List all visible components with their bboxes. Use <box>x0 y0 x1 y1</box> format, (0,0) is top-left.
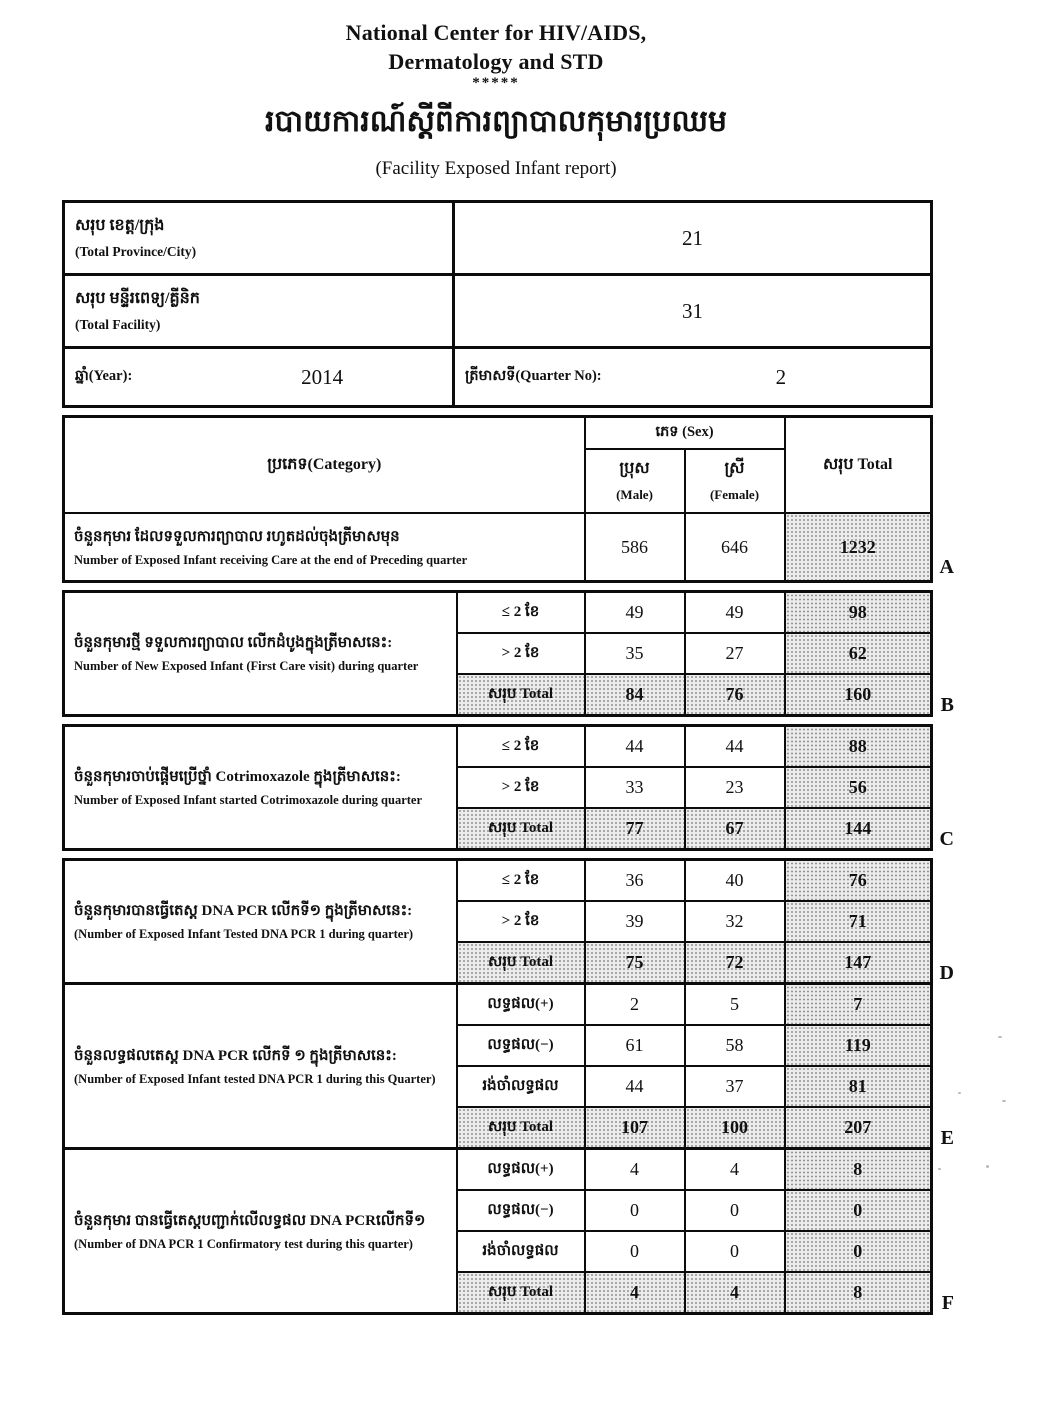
table-row <box>64 726 932 768</box>
female-value: 67 <box>685 808 785 850</box>
year-quarter-row <box>64 348 932 407</box>
total-column-header: សរុប Total <box>785 417 932 514</box>
female-value: 23 <box>685 767 785 808</box>
row-label: > 2 ខែ <box>457 633 585 674</box>
female-value: 100 <box>685 1107 785 1149</box>
row-label: លទ្ធផល(−) <box>457 1190 585 1231</box>
male-value: 0 <box>585 1231 685 1272</box>
category-english-text: Number of Exposed Infant receiving Care at the end of Preceding quarter <box>74 552 468 567</box>
category-label <box>64 592 457 716</box>
section-c-table <box>62 724 954 851</box>
male-value: 35 <box>585 633 685 674</box>
row-label: រង់ចាំលទ្ធផល <box>457 1066 585 1107</box>
male-value: 36 <box>585 860 685 902</box>
row-label: > 2 ខែ <box>457 901 585 942</box>
male-column-header <box>585 449 685 513</box>
total-row-label: សរុប Total <box>457 674 585 716</box>
male-value: 0 <box>585 1190 685 1231</box>
total-value: 160 <box>785 674 932 716</box>
female-value: 4 <box>685 1149 785 1191</box>
category-english-text: (Number of Exposed Infant tested DNA PCR 1 during this Quarter) <box>74 1071 436 1086</box>
total-facility-label-khmer: សរុប មន្ទីរពេទ្យ/គ្លីនិក <box>75 290 200 307</box>
total-province-row <box>64 202 932 275</box>
total-value: 71 <box>785 901 932 942</box>
table-row <box>64 860 932 902</box>
female-value: 44 <box>685 726 785 768</box>
scan-speck <box>958 1092 961 1094</box>
sex-column-header: ភេទ (Sex) <box>585 417 785 450</box>
section-d-table <box>62 858 954 985</box>
female-column-header <box>685 449 785 513</box>
total-value: 0 <box>785 1231 932 1272</box>
quarter-value: 2 <box>775 364 787 389</box>
category-english-text: Number of New Exposed Infant (First Care visit) during quarter <box>74 659 419 673</box>
category-label <box>64 860 457 984</box>
male-value: 586 <box>585 513 685 582</box>
row-label: លទ្ធផល(+) <box>457 1149 585 1191</box>
table-row <box>64 1149 932 1191</box>
category-label <box>64 1149 457 1314</box>
male-value: 44 <box>585 1066 685 1107</box>
section-f-table <box>62 1147 954 1315</box>
section-letter: B <box>940 694 954 716</box>
total-facility-row <box>64 275 932 348</box>
category-label <box>64 513 585 582</box>
total-facility-value: 31 <box>454 275 932 348</box>
male-value: 49 <box>585 592 685 634</box>
category-label <box>64 984 457 1149</box>
section-a-table <box>62 415 954 583</box>
male-label-english: (Male) <box>616 487 653 502</box>
total-province-label-english: (Total Province/City) <box>75 244 197 259</box>
female-value: 32 <box>685 901 785 942</box>
english-report-title: (Facility Exposed Infant report) <box>375 158 617 179</box>
female-value: 72 <box>685 942 785 984</box>
total-row-label: សរុប Total <box>457 808 585 850</box>
male-value: 84 <box>585 674 685 716</box>
female-label-khmer: ស្រី <box>724 460 745 477</box>
category-khmer-text: ចំនួនកុមារ ដែលទទួលការព្យាបាល រហូតដល់ចុងត្រីមាសមុន <box>74 528 400 545</box>
category-khmer-text: ចំនួនកុមារចាប់ផ្ដើមប្រើថ្នាំ Cotrimoxazole ក្នុងត្រីមាសនេះ: <box>74 769 401 785</box>
male-value: 44 <box>585 726 685 768</box>
total-value: 88 <box>785 726 932 768</box>
category-label <box>64 726 457 850</box>
category-english-text: Number of Exposed Infant started Cotrimoxazole during quarter <box>74 793 423 807</box>
total-value: 98 <box>785 592 932 634</box>
org-name-line2: Dermatology and STD <box>388 49 604 74</box>
total-value: 76 <box>785 860 932 902</box>
year-label: ឆ្នាំ(Year): <box>75 367 133 384</box>
female-value: 49 <box>685 592 785 634</box>
category-khmer-text: ចំនួនកុមារថ្មី ទទួលការព្យាបាល លើកដំបូងក្នុងត្រីមាសនេះ: <box>74 635 393 651</box>
category-khmer-text: ចំនួនលទ្ធផលតេស្ដ DNA PCR លើកទី ១ ក្នុងត្រីមាសនេះ: <box>74 1047 397 1064</box>
female-label-english: (Female) <box>709 487 760 502</box>
column-header-row <box>64 417 932 450</box>
summary-info-table <box>62 200 933 408</box>
male-value: 2 <box>585 984 685 1026</box>
female-value: 646 <box>685 513 785 582</box>
female-value: 4 <box>685 1272 785 1314</box>
total-value: 147 <box>785 942 932 984</box>
category-column-header: ប្រភេទ(Category) <box>64 417 585 514</box>
org-name-line1: National Center for HIV/AIDS, <box>345 20 647 45</box>
female-value: 27 <box>685 633 785 674</box>
female-value: 0 <box>685 1231 785 1272</box>
total-province-label-khmer: សរុប ខេត្ត/ក្រុង <box>75 217 165 234</box>
row-label: ≤ 2 ខែ <box>457 860 585 902</box>
total-row-label: សរុប Total <box>457 1272 585 1314</box>
male-label-khmer: ប្រុស <box>619 460 650 477</box>
male-value: 4 <box>585 1149 685 1191</box>
total-row-label: សរុប Total <box>457 942 585 984</box>
female-value: 76 <box>685 674 785 716</box>
total-value: 144 <box>785 808 932 850</box>
male-value: 61 <box>585 1025 685 1066</box>
row-label: ≤ 2 ខែ <box>457 592 585 634</box>
total-facility-label-english: (Total Facility) <box>75 317 161 332</box>
star-divider: ***** <box>472 75 520 91</box>
scan-speck <box>986 1165 989 1168</box>
male-value: 107 <box>585 1107 685 1149</box>
female-value: 58 <box>685 1025 785 1066</box>
row-label: > 2 ខែ <box>457 767 585 808</box>
male-value: 39 <box>585 901 685 942</box>
total-value: 81 <box>785 1066 932 1107</box>
row-label: រង់ចាំលទ្ធផល <box>457 1231 585 1272</box>
section-letter: C <box>939 828 954 850</box>
total-value: 8 <box>785 1272 932 1314</box>
total-value: 207 <box>785 1107 932 1149</box>
total-value: 119 <box>785 1025 932 1066</box>
male-value: 75 <box>585 942 685 984</box>
total-value: 62 <box>785 633 932 674</box>
scan-speck <box>1002 1100 1006 1102</box>
total-value: 8 <box>785 1149 932 1191</box>
total-row-label: សរុប Total <box>457 1107 585 1149</box>
table-row <box>64 984 932 1026</box>
category-english-text: (Number of DNA PCR 1 Confirmatory test during this quarter) <box>74 1236 413 1251</box>
category-khmer-text: ចំនួនកុមារបានធ្វើតេស្ដ DNA PCR លើកទី១ ក្នុងត្រីមាសនេះ: <box>74 903 413 919</box>
row-label: លទ្ធផល(−) <box>457 1025 585 1066</box>
scan-speck <box>998 1036 1002 1038</box>
table-row <box>64 513 932 582</box>
row-label: លទ្ធផល(+) <box>457 984 585 1026</box>
total-value: 1232 <box>785 513 932 582</box>
female-value: 5 <box>685 984 785 1026</box>
section-letter: E <box>940 1127 954 1149</box>
male-value: 77 <box>585 808 685 850</box>
khmer-report-title: របាយការណ៍ស្ដីពីការព្យាបាលកុមារប្រឈម <box>264 105 727 138</box>
male-value: 33 <box>585 767 685 808</box>
document-header <box>62 18 930 180</box>
section-e-table <box>62 982 954 1150</box>
report-sections <box>62 590 954 1315</box>
scan-speck <box>938 1168 941 1170</box>
row-label: ≤ 2 ខែ <box>457 726 585 768</box>
total-province-value: 21 <box>454 202 932 275</box>
section-b-table <box>62 590 954 717</box>
category-khmer-text: ចំនួនកុមារ បានធ្វើតេស្ដបញ្ជាក់លើលទ្ធផល DNA PCRលើកទី១ <box>74 1212 426 1229</box>
quarter-label: ត្រីមាសទី(Quarter No): <box>465 367 602 384</box>
section-letter: F <box>941 1292 954 1314</box>
total-value: 7 <box>785 984 932 1026</box>
female-value: 40 <box>685 860 785 902</box>
section-letter: A <box>939 556 954 578</box>
section-letter: D <box>939 962 954 984</box>
total-value: 0 <box>785 1190 932 1231</box>
female-value: 0 <box>685 1190 785 1231</box>
year-value: 2014 <box>301 364 344 389</box>
total-value: 56 <box>785 767 932 808</box>
category-english-text: (Number of Exposed Infant Tested DNA PCR 1 during quarter) <box>74 927 414 941</box>
table-row <box>64 592 932 634</box>
male-value: 4 <box>585 1272 685 1314</box>
female-value: 37 <box>685 1066 785 1107</box>
